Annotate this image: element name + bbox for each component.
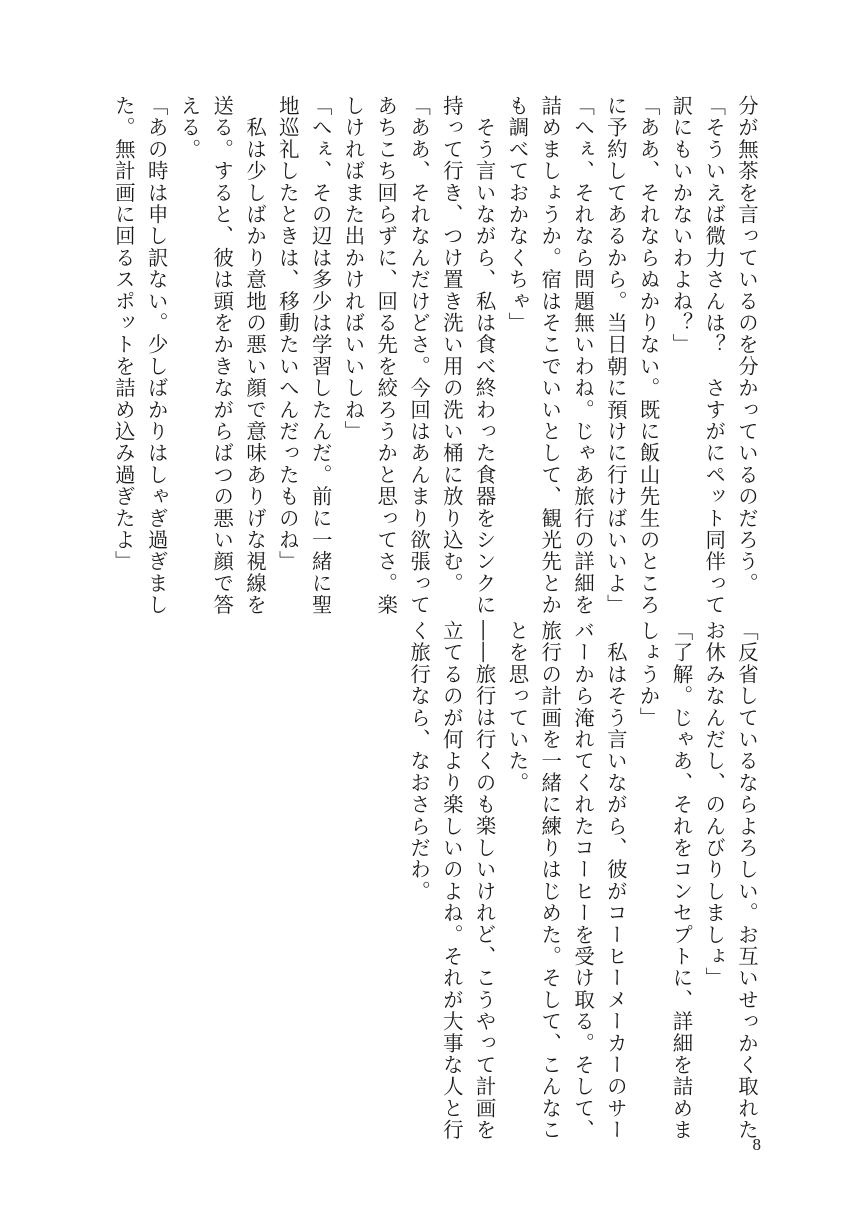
text-line: 訳にもいかないわよね？」 <box>669 95 694 356</box>
text-line: 立てるのが何より楽しいのよね。それが大事な人と行 <box>439 620 464 1141</box>
text-line: 「反省しているならよろしい。お互いせっかく取れた <box>735 620 759 1141</box>
text-line: しければまた出かければいいしね」 <box>341 95 366 443</box>
text-line: しょうか」 <box>636 620 661 729</box>
text-line: 分が無茶を言っているのを分かっているのだろう。 <box>735 95 759 595</box>
text-line: あちこち回らずに、回る先を絞ろうかと思ってさ。楽 <box>374 95 399 616</box>
text-line: バーから淹れてくれたコーヒーを受け取る。そして、 <box>571 620 596 1141</box>
text-line: 詰めましょうか。宿はそこでいいとして、観光先とか <box>538 95 563 616</box>
text-line: 地巡礼したときは、移動たいへんだったものね」 <box>275 95 300 573</box>
text-line: 「ああ、それならぬかりない。既に飯山先生のところ <box>636 95 661 616</box>
text-line: 送る。すると、彼は頭をかきながらばつの悪い顔で答 <box>210 95 235 616</box>
text-line: 「へぇ、それなら問題無いわね。じゃあ旅行の詳細を <box>571 95 596 616</box>
text-line: く旅行なら、なおさらだわ。 <box>407 620 432 903</box>
page-number: 8 <box>752 1135 761 1154</box>
text-line: た。無計画に回るスポットを詰め込み過ぎたよ」 <box>111 95 136 573</box>
text-line: 「了解。じゃあ、それをコンセプトに、詳細を詰めま <box>669 620 694 1141</box>
text-line: 旅行の計画を一緒に練りはじめた。そして、こんなこ <box>538 620 563 1141</box>
text-line: とを思っていた。 <box>505 620 530 794</box>
text-line: 「へぇ、その辺は多少は学習したんだ。前に一緒に聖 <box>308 95 333 616</box>
text-block-upper <box>107 95 763 616</box>
text-line: ――旅行は行くのも楽しいけれど、こうやって計画を <box>472 620 497 1141</box>
text-line: も調べておかなくちゃ」 <box>505 95 530 334</box>
text-line: に予約してあるから。当日朝に預けに行けばいいよ」 <box>603 95 628 616</box>
text-line: そう言いながら、私は食べ終わった食器をシンクに <box>472 95 497 616</box>
text-line: える。 <box>177 95 202 161</box>
text-line: 私は少しばかり意地の悪い顔で意味ありげな視線を <box>243 95 268 616</box>
text-line: 「そういえば微力さんは？ さすがにペット同伴って <box>702 95 727 616</box>
text-line: 持って行き、つけ置き洗い用の洗い桶に放り込む。 <box>439 95 464 595</box>
text-line: 私はそう言いながら、彼がコーヒーメーカーのサー <box>603 620 628 1141</box>
text-line: 「あの時は申し訳ない。少しばかりはしゃぎ過ぎまし <box>144 95 169 616</box>
text-line: お休みなんだし、のんびりしましょ」 <box>702 620 727 989</box>
text-line: 「ああ、それなんだけどさ。今回はあんまり欲張って <box>407 95 432 616</box>
text-block-lower <box>402 620 763 1141</box>
